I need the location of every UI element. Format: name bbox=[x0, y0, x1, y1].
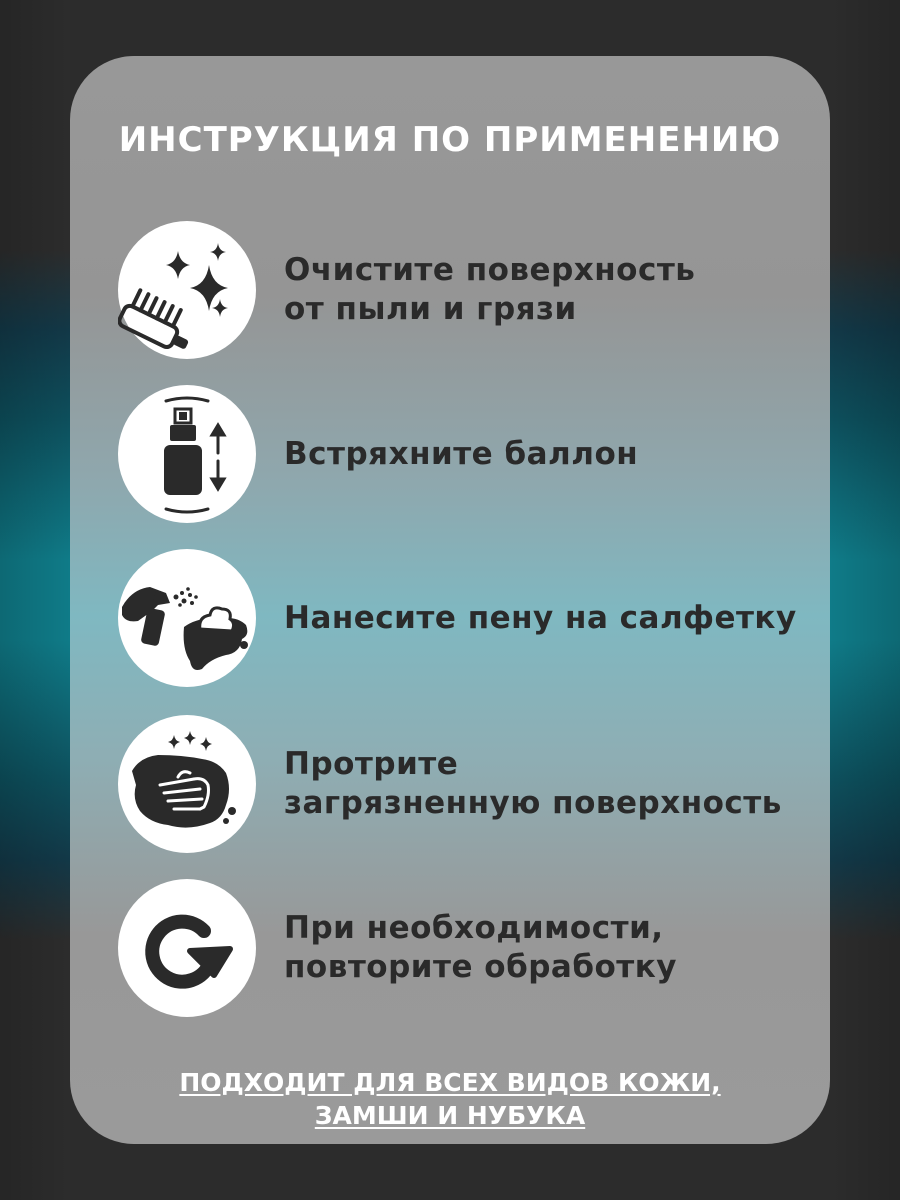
hand-wipe-icon bbox=[118, 715, 256, 853]
step-shake bbox=[118, 385, 798, 525]
step-line: от пыли и грязи bbox=[284, 291, 577, 327]
step-text bbox=[284, 221, 695, 359]
step-apply-foam bbox=[118, 549, 798, 689]
step-clean bbox=[118, 221, 798, 361]
step-line: загрязненную поверхность bbox=[284, 785, 782, 821]
step-line: При необходимости, bbox=[284, 910, 664, 946]
footer-line: ПОДХОДИТ ДЛЯ ВСЕХ ВИДОВ КОЖИ, bbox=[179, 1068, 721, 1097]
step-text bbox=[284, 715, 782, 853]
repeat-arrow-icon bbox=[118, 879, 256, 1017]
spray-foam-cloth-icon bbox=[118, 549, 256, 687]
right-edge-shade bbox=[830, 0, 900, 1200]
step-text bbox=[284, 549, 797, 687]
page-title: ИНСТРУКЦИЯ ПО ПРИМЕНЕНИЮ bbox=[118, 120, 782, 160]
step-repeat bbox=[118, 879, 798, 1019]
footer-line: ЗАМШИ И НУБУКА bbox=[314, 1101, 586, 1130]
left-edge-shade bbox=[0, 0, 70, 1200]
step-line: Нанесите пену на салфетку bbox=[284, 599, 797, 636]
step-line: Очистите поверхность bbox=[284, 252, 696, 288]
brush-sparkle-icon bbox=[118, 221, 256, 359]
step-line: Протрите bbox=[284, 746, 459, 782]
step-text bbox=[284, 879, 677, 1017]
footer-note bbox=[0, 1066, 900, 1132]
step-text bbox=[284, 385, 638, 523]
step-line: Встряхните баллон bbox=[284, 435, 639, 472]
step-wipe bbox=[118, 715, 798, 855]
step-line: повторите обработку bbox=[284, 949, 678, 985]
spray-can-shake-icon bbox=[118, 385, 256, 523]
